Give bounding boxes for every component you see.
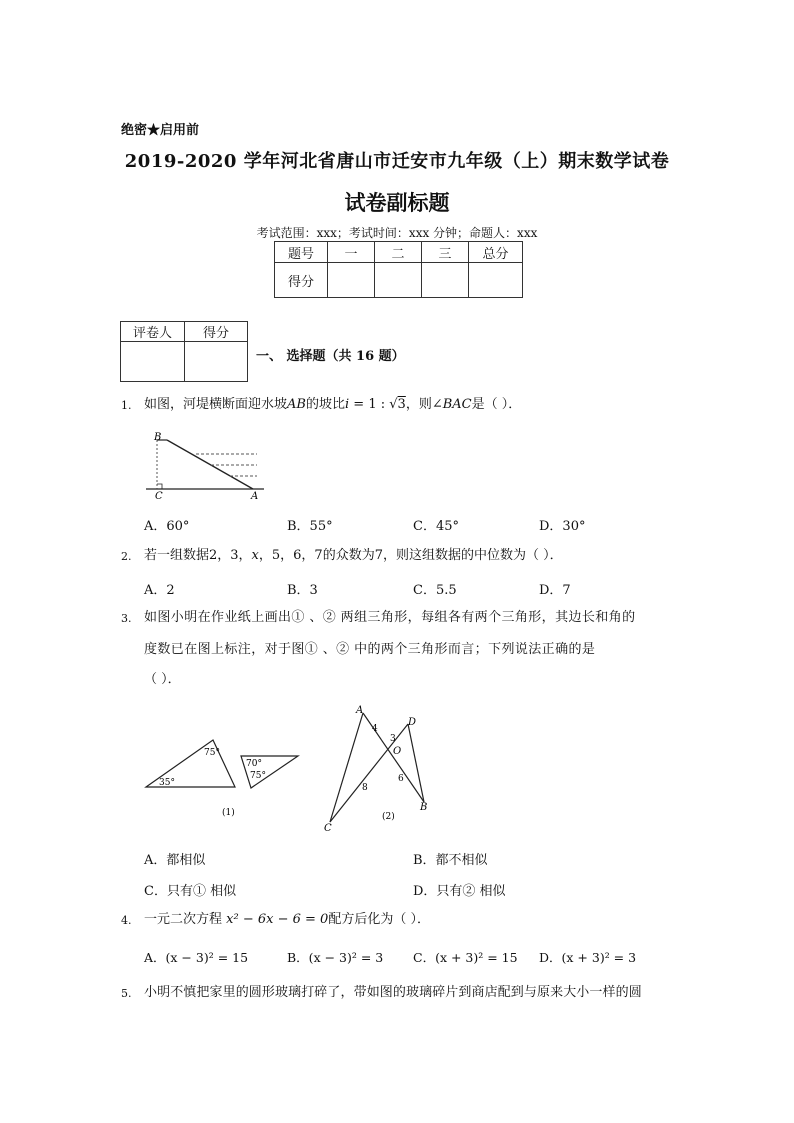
- question-1-text: [144, 397, 521, 413]
- q3-fig1-caption: (1): [222, 808, 235, 818]
- q3-fig2-caption: (2): [382, 812, 395, 822]
- question-number: 2.: [121, 550, 132, 563]
- q4-text-part: 一元二次方程: [144, 912, 223, 927]
- question-5-line-1: 小明不慎把家里的圆形玻璃打碎了，带如图的玻璃碎片到商店配到与原来大小一样的圆: [144, 985, 642, 1000]
- q4-option-c[interactable]: C．(x + 3)² = 15: [413, 950, 518, 965]
- q1-math-bac: BAC: [442, 397, 472, 412]
- q2-option-a[interactable]: A．2: [144, 583, 175, 598]
- q1-option-c[interactable]: C．45°: [413, 519, 459, 534]
- sqrt-icon: √: [389, 397, 398, 412]
- q3-fig2-label-d: D: [408, 717, 417, 728]
- q1-figure: [140, 428, 270, 500]
- q2-math-x: x: [251, 548, 259, 563]
- q3-fig2-label-c: C: [324, 823, 332, 834]
- q2-option-d[interactable]: D．7: [539, 583, 571, 598]
- question-4-text: [144, 912, 430, 928]
- q3-fig2-length-6: 6: [398, 774, 404, 784]
- q3-fig2-line-ac: [330, 713, 363, 822]
- question-3-line-1: 如图小明在作业纸上画出① 、② 两组三角形，每组各有两个三角形，其边长和角的: [144, 610, 636, 625]
- grader-blank-cell[interactable]: [185, 342, 248, 382]
- q1-math-sqrt-radicand: 3: [397, 397, 406, 412]
- right-angle-mark: [157, 484, 162, 489]
- q3-fig2-label-a: A: [356, 705, 364, 716]
- q2-option-c[interactable]: C．5.5: [413, 583, 457, 598]
- exam-info: 考试范围：xxx；考试时间：xxx 分钟；命题人：xxx: [256, 226, 538, 240]
- q4-option-d[interactable]: D．(x + 3)² = 3: [539, 950, 637, 965]
- q1-text-part: ，则∠: [405, 397, 443, 412]
- q2-text-part: ，5，6，7的众数为7，则这组数据的中位数为（ ）．: [258, 548, 563, 563]
- q1-option-b[interactable]: B．55°: [287, 519, 333, 534]
- score-blank-cell[interactable]: [422, 263, 469, 298]
- q1-option-d[interactable]: D．30°: [539, 519, 586, 534]
- grader-header-cell: 得分: [185, 322, 248, 342]
- q3-option-d[interactable]: D．只有② 相似: [413, 884, 506, 899]
- q3-fig1-angle-75b: 75°: [250, 771, 266, 781]
- q3-fig1-angle-35: 35°: [159, 778, 175, 788]
- grader-table: [120, 321, 248, 382]
- q1-label-a: A: [251, 491, 259, 500]
- q1-label-c: C: [155, 491, 163, 500]
- question-3-line-2: 度数已在图上标注，对于图① 、② 中的两个三角形而言；下列说法正确的是: [144, 642, 596, 657]
- q3-fig1-angle-75: 75°: [204, 748, 220, 758]
- score-blank-cell[interactable]: [469, 263, 523, 298]
- q1-math-ratio: = 1 :: [349, 397, 390, 412]
- question-2-text: [144, 548, 563, 564]
- q4-option-a[interactable]: A．(x − 3)² = 15: [144, 950, 249, 965]
- exam-title: 2019-2020 学年河北省唐山市迁安市九年级（上）期末数学试卷: [124, 151, 670, 172]
- q3-fig2-line-cd: [330, 724, 408, 822]
- q1-label-b: B: [154, 432, 162, 443]
- q1-option-a[interactable]: A．60°: [144, 519, 190, 534]
- q1-text-part: 是（ ）．: [471, 397, 522, 412]
- score-blank-cell[interactable]: [328, 263, 375, 298]
- q4-text-part: 配方后化为（ ）．: [328, 912, 430, 927]
- question-number: 3.: [121, 612, 132, 625]
- question-number: 1.: [121, 399, 132, 412]
- q3-option-c[interactable]: C．只有① 相似: [144, 884, 237, 899]
- q1-text-part: 如图，河堤横断面迎水坡: [144, 397, 288, 412]
- q4-option-b[interactable]: B．(x − 3)² = 3: [287, 950, 384, 965]
- q2-text-part: 若一组数据2，3，: [144, 548, 252, 563]
- score-blank-cell[interactable]: [375, 263, 422, 298]
- q2-option-b[interactable]: B．3: [287, 583, 318, 598]
- score-header-cell: 题号: [275, 242, 328, 263]
- q3-option-b[interactable]: B．都不相似: [413, 853, 488, 868]
- q3-option-a[interactable]: A．都相似: [144, 853, 206, 868]
- q1-text-part: 的坡比: [305, 397, 345, 412]
- q3-fig2-label-b: B: [420, 802, 428, 813]
- question-3-line-3: （ ）．: [144, 672, 181, 687]
- grader-blank-cell[interactable]: [121, 342, 185, 382]
- question-number: 5.: [121, 987, 132, 1000]
- score-table: [274, 241, 523, 298]
- q3-fig1-angle-70: 70°: [246, 759, 262, 769]
- confidential-mark: 绝密★启用前: [121, 123, 200, 138]
- score-row-label: 得分: [275, 263, 328, 298]
- q1-figure-slope-line: [167, 440, 253, 489]
- question-number: 4.: [121, 914, 132, 927]
- q3-fig2-length-8: 8: [362, 783, 368, 793]
- q1-math-i: i: [344, 397, 350, 412]
- score-header-cell: 二: [375, 242, 422, 263]
- q3-fig2-length-3: 3: [390, 734, 396, 744]
- exam-subtitle: 试卷副标题: [344, 190, 450, 215]
- q1-math-ab: AB: [287, 397, 306, 412]
- grader-header-cell: 评卷人: [121, 322, 185, 342]
- section-heading: 一、 选择题（共 16 题）: [256, 349, 405, 364]
- q3-fig2-length-4: 4: [372, 724, 378, 734]
- q3-fig2-label-o: O: [393, 746, 402, 757]
- score-header-cell: 总分: [469, 242, 523, 263]
- q4-equation: x² − 6x − 6 = 0: [226, 912, 329, 927]
- q3-figure: [140, 700, 450, 838]
- score-header-cell: 三: [422, 242, 469, 263]
- score-header-cell: 一: [328, 242, 375, 263]
